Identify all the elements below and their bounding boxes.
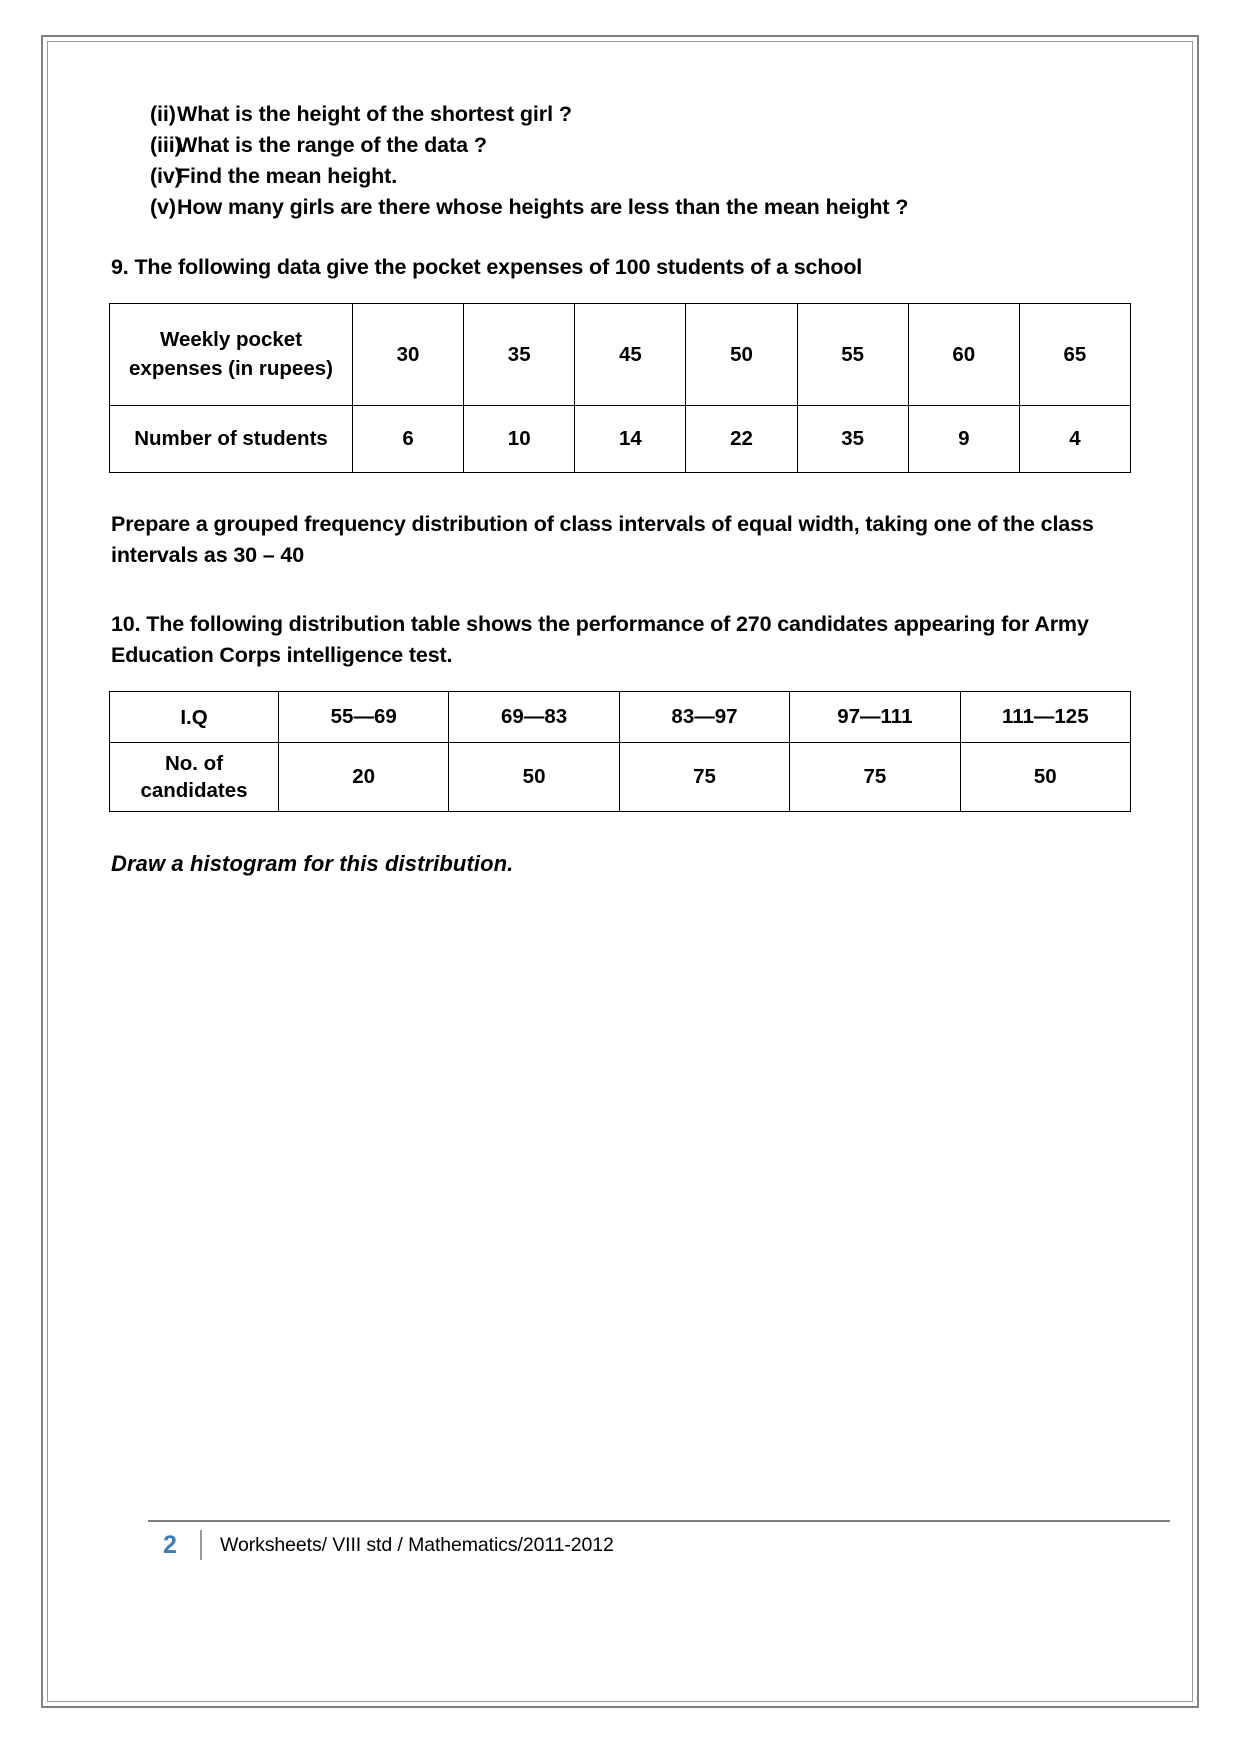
table-row (110, 743, 1131, 812)
table-cell: 111—125 (960, 692, 1130, 743)
question-10-instruction: Draw a histogram for this distribution. (111, 851, 514, 876)
row-header-weekly-expenses: Weekly pocket expenses (in rupees) (110, 304, 353, 406)
row-header-no-of-candidates: No. of candidates (110, 743, 279, 812)
sub-question-text: Find the mean height. (177, 164, 398, 188)
sub-question-numeral: (iii) (150, 133, 182, 157)
sub-question-text: How many girls are there whose heights are less than the mean height ? (177, 195, 909, 219)
sub-question-item (105, 192, 1141, 223)
table-cell: 22 (686, 406, 797, 473)
sub-question-numeral: (iv) (150, 164, 182, 188)
table-cell: 97—111 (790, 692, 960, 743)
table-cell: 55—69 (279, 692, 449, 743)
table-cell: 30 (353, 304, 464, 406)
table-row (110, 304, 1131, 406)
table-cell: 50 (686, 304, 797, 406)
table-row (110, 692, 1131, 743)
table-cell: 9 (908, 406, 1019, 473)
question-10-text: 10. The following distribution table shows the performance of 270 candidates appearing for Army Education Corps intelligence test. (111, 612, 1089, 667)
sub-question-list (105, 99, 1141, 223)
table-cell: 60 (908, 304, 1019, 406)
pocket-expenses-table (109, 303, 1131, 473)
sub-question-text: What is the range of the data ? (177, 133, 487, 157)
table-cell: 69—83 (449, 692, 619, 743)
table-cell: 50 (449, 743, 619, 812)
question-9-instruction: Prepare a grouped frequency distribution of class intervals of equal width, taking one of the class intervals as 30 – 40 (111, 512, 1094, 567)
sub-question-numeral: (ii) (150, 102, 176, 126)
table-cell: 10 (464, 406, 575, 473)
table-cell: 45 (575, 304, 686, 406)
page-footer (148, 1520, 1170, 1560)
iq-distribution-table (109, 691, 1131, 812)
sub-question-item (105, 161, 1141, 192)
footer-label: Worksheets/ VIII std / Mathematics/2011-2012 (220, 1533, 614, 1556)
footer-divider (148, 1520, 1170, 1522)
page-number: 2 (148, 1530, 202, 1560)
document-content (105, 99, 1141, 879)
sub-question-item (105, 99, 1141, 130)
table-cell: 55 (797, 304, 908, 406)
table-cell: 50 (960, 743, 1130, 812)
footer-content (148, 1530, 1170, 1560)
table-cell: 20 (279, 743, 449, 812)
table-cell: 75 (790, 743, 960, 812)
table-cell: 75 (619, 743, 789, 812)
table-cell: 83—97 (619, 692, 789, 743)
page-border (41, 35, 1199, 1708)
table-cell: 4 (1019, 406, 1130, 473)
question-9-text: 9. The following data give the pocket expenses of 100 students of a school (111, 255, 863, 279)
table-cell: 14 (575, 406, 686, 473)
table-cell: 6 (353, 406, 464, 473)
table-cell: 35 (464, 304, 575, 406)
table-cell: 65 (1019, 304, 1130, 406)
table-cell: 35 (797, 406, 908, 473)
sub-question-item (105, 130, 1141, 161)
row-header-iq: I.Q (110, 692, 279, 743)
sub-question-text: What is the height of the shortest girl ? (177, 102, 572, 126)
sub-question-numeral: (v) (150, 195, 176, 219)
row-header-number-of-students: Number of students (110, 406, 353, 473)
table-row (110, 406, 1131, 473)
